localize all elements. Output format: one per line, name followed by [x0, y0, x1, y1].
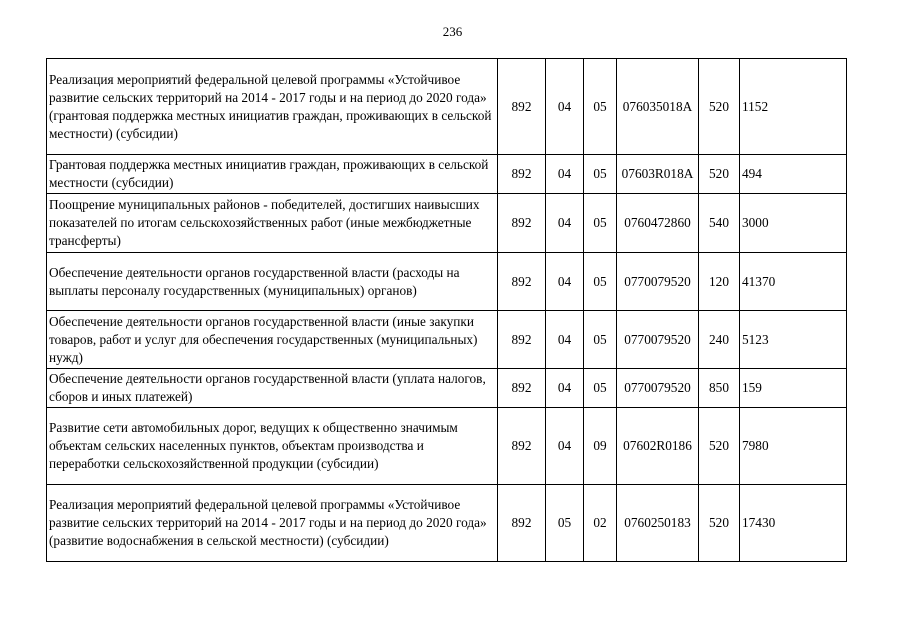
- subsection-code: 02: [584, 485, 617, 562]
- table-row: [47, 485, 847, 562]
- ministry-code: 892: [498, 194, 546, 253]
- subsection-code: 05: [584, 155, 617, 194]
- row-description: Поощрение муниципальных районов - победителей, достигших наивысших показателей по итогам сельскохозяйственных работ (иные межбюджетные трансферты): [47, 194, 498, 253]
- expense-type-code: 850: [699, 369, 740, 408]
- expense-type-code: 520: [699, 485, 740, 562]
- ministry-code: 892: [498, 485, 546, 562]
- target-article-code: 0770079520: [617, 311, 699, 369]
- section-code: 04: [546, 369, 584, 408]
- ministry-code: 892: [498, 253, 546, 311]
- expense-type-code: 120: [699, 253, 740, 311]
- target-article-code: 076035018А: [617, 59, 699, 155]
- row-description: Грантовая поддержка местных инициатив граждан, проживающих в сельской местности (субсидии): [47, 155, 498, 194]
- amount: 1152: [740, 59, 847, 155]
- subsection-code: 05: [584, 194, 617, 253]
- row-description: Обеспечение деятельности органов государственной власти (уплата налогов, сборов и иных платежей): [47, 369, 498, 408]
- row-description: Обеспечение деятельности органов государственной власти (иные закупки товаров, работ и услуг для обеспечения государственных (муниципальных) нужд): [47, 311, 498, 369]
- section-code: 04: [546, 194, 584, 253]
- target-article-code: 0760250183: [617, 485, 699, 562]
- section-code: 04: [546, 311, 584, 369]
- page-number: 236: [442, 24, 463, 39]
- table-row: [47, 408, 847, 485]
- section-code: 04: [546, 253, 584, 311]
- amount: 3000: [740, 194, 847, 253]
- subsection-code: 05: [584, 369, 617, 408]
- expense-type-code: 520: [699, 59, 740, 155]
- section-code: 04: [546, 408, 584, 485]
- amount: 41370: [740, 253, 847, 311]
- section-code: 04: [546, 155, 584, 194]
- table-row: [47, 311, 847, 369]
- expense-type-code: 520: [699, 155, 740, 194]
- budget-table: [46, 58, 847, 562]
- section-code: 05: [546, 485, 584, 562]
- ministry-code: 892: [498, 155, 546, 194]
- subsection-code: 05: [584, 59, 617, 155]
- row-description: Реализация мероприятий федеральной целевой программы «Устойчивое развитие сельских территорий на 2014 - 2017 годы и на период до 2020 года» (грантовая поддержка местных инициатив граждан, проживающих в сельской местности) (субсидии): [47, 59, 498, 155]
- table-row: [47, 59, 847, 155]
- table-row: [47, 369, 847, 408]
- amount: 494: [740, 155, 847, 194]
- ministry-code: 892: [498, 408, 546, 485]
- amount: 5123: [740, 311, 847, 369]
- expense-type-code: 540: [699, 194, 740, 253]
- amount: 17430: [740, 485, 847, 562]
- ministry-code: 892: [498, 311, 546, 369]
- target-article-code: 0760472860: [617, 194, 699, 253]
- subsection-code: 05: [584, 253, 617, 311]
- target-article-code: 07603R018А: [617, 155, 699, 194]
- expense-type-code: 520: [699, 408, 740, 485]
- ministry-code: 892: [498, 59, 546, 155]
- table-row: [47, 253, 847, 311]
- target-article-code: 0770079520: [617, 253, 699, 311]
- table-row: [47, 194, 847, 253]
- target-article-code: 0770079520: [617, 369, 699, 408]
- row-description: Реализация мероприятий федеральной целевой программы «Устойчивое развитие сельских территорий на 2014 - 2017 годы и на период до 2020 года» (развитие водоснабжения в сельской местности) (субсидии): [47, 485, 498, 562]
- expense-type-code: 240: [699, 311, 740, 369]
- row-description: Развитие сети автомобильных дорог, ведущих к общественно значимым объектам сельских населенных пунктов, объектам производства и переработки сельскохозяйственной продукции (субсидии): [47, 408, 498, 485]
- amount: 159: [740, 369, 847, 408]
- section-code: 04: [546, 59, 584, 155]
- amount: 7980: [740, 408, 847, 485]
- row-description: Обеспечение деятельности органов государственной власти (расходы на выплаты персоналу государственных (муниципальных) органов): [47, 253, 498, 311]
- target-article-code: 07602R0186: [617, 408, 699, 485]
- subsection-code: 05: [584, 311, 617, 369]
- subsection-code: 09: [584, 408, 617, 485]
- ministry-code: 892: [498, 369, 546, 408]
- table-row: [47, 155, 847, 194]
